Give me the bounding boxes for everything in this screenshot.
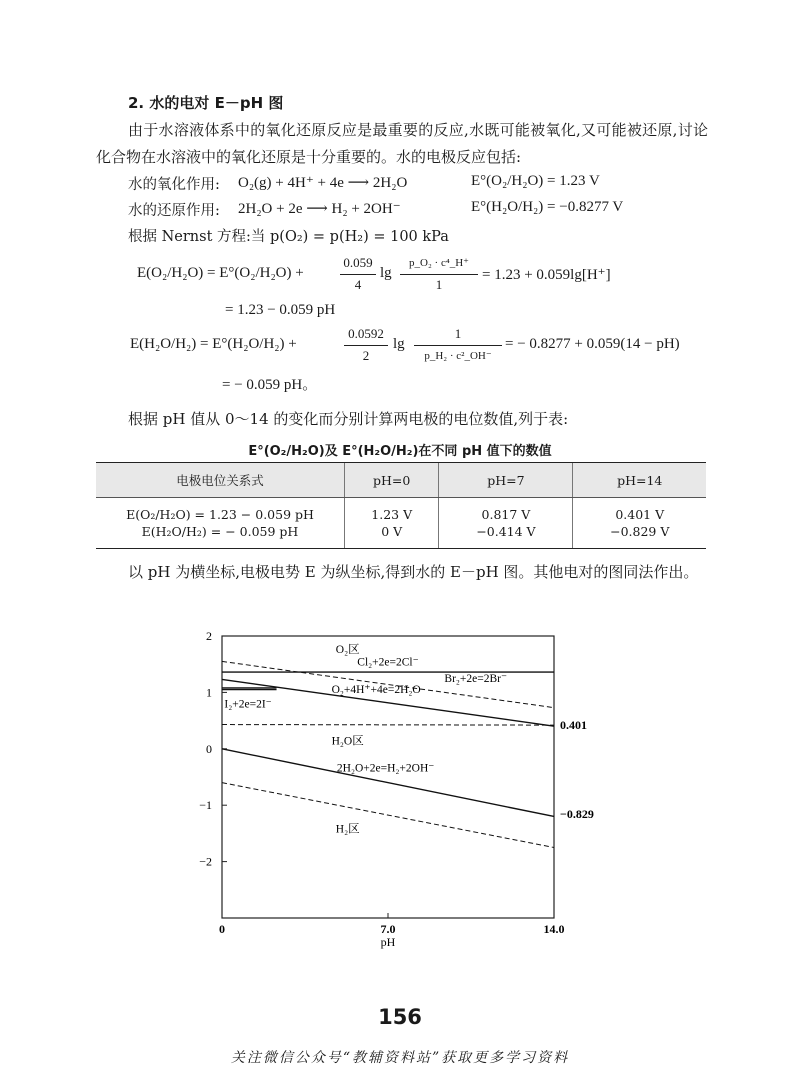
fraction-bar	[414, 345, 502, 346]
formula1-line2: = 1.23 − 0.059 pH	[225, 302, 336, 318]
annotation-label: Br₂+2e=2Br⁻	[444, 673, 508, 686]
reaction-row	[128, 173, 600, 194]
formula1-coef-num: 0.059	[343, 255, 373, 270]
table-cell	[96, 498, 345, 549]
cell-line: E(O₂/H₂O) = 1.23 − 0.059 pH	[126, 507, 314, 522]
y-tick-label: 0	[206, 741, 212, 756]
page-number: 156	[378, 1005, 422, 1029]
formula2-lhs: E(H₂O/H₂) = E°(H₂O/H₂) +	[130, 336, 297, 352]
reaction-label: 水的还原作用:	[128, 203, 220, 219]
cell-line: E(H₂O/H₂) = − 0.059 pH	[141, 524, 299, 539]
table-row	[96, 498, 706, 549]
axis-ticks	[199, 629, 564, 936]
cell-line: −0.414 V	[476, 524, 536, 539]
reaction-potential: E°(H₂O/H₂) = −0.8277 V	[471, 199, 624, 215]
formula1-rhs: = 1.23 + 0.059lg[H⁺]	[482, 267, 611, 283]
y-tick-label: −2	[199, 854, 212, 869]
formula2-frac-num: 1	[454, 326, 462, 341]
formula2-frac-den: p_H₂ · c²_OH⁻	[424, 350, 492, 362]
formula1-frac-den: 1	[435, 277, 443, 292]
nernst-line: 根据 Nernst 方程:当 p(O₂) = p(H₂) = 100 kPa	[128, 229, 449, 245]
table-header: pH=7	[439, 463, 573, 498]
cell-line: 0 V	[381, 524, 403, 539]
y-tick-label: −1	[199, 798, 212, 813]
table-cell	[439, 498, 573, 549]
series-line-6	[222, 725, 554, 726]
table-header-row	[96, 463, 706, 498]
table-cell	[573, 498, 706, 549]
cell-line: −0.829 V	[610, 524, 670, 539]
intro-paragraph: 由于水溶液体系中的氧化还原反应是最重要的反应,水既可能被氧化,又可能被还原,讨论化合物在水溶液中的氧化还原是十分重要的。水的电极反应包括:	[96, 121, 708, 166]
footer-note: 关注微信公众号“教辅资料站”获取更多学习资料	[230, 1050, 570, 1066]
reaction-equation: O₂(g) + 4H⁺ + 4e ⟶ 2H₂O	[238, 175, 408, 191]
cell-line: 0.817 V	[481, 507, 531, 522]
series-line-7	[222, 783, 554, 848]
formula2-coef-den: 2	[362, 348, 370, 363]
table-header: pH=0	[345, 463, 439, 498]
reaction-label: 水的氧化作用:	[128, 177, 220, 193]
end-label-0401: 0.401	[560, 718, 587, 732]
cell-line: 1.23 V	[371, 507, 413, 522]
formula1-lhs: E(O₂/H₂O) = E°(O₂/H₂O) +	[137, 265, 304, 281]
x-tick-label: 7.0	[380, 922, 396, 936]
formula2-rhs: = − 0.8277 + 0.059(14 − pH)	[505, 336, 680, 352]
annotation-label: O₂+4H⁺+4e=2H₂O	[331, 683, 421, 696]
end-label-neg0829: −0.829	[560, 807, 594, 821]
e-ph-chart	[190, 628, 610, 958]
cell-line: 0.401 V	[615, 507, 665, 522]
annotation-label: O₂区	[335, 643, 360, 656]
formula2-line2: = − 0.059 pH。	[222, 377, 318, 393]
fraction-bar	[344, 345, 388, 346]
annotation-label: I₂+2e=2I⁻	[224, 698, 272, 711]
potential-table	[96, 462, 706, 549]
formula2-lg: lg	[393, 336, 405, 352]
table-caption: E°(O₂/H₂O)及 E°(H₂O/H₂)在不同 pH 值下的数值	[248, 444, 552, 459]
fraction-bar	[400, 274, 478, 275]
table-intro: 根据 pH 值从 0～14 的变化而分别计算两电极的电位数值,列于表:	[128, 410, 569, 428]
y-tick-label: 2	[206, 629, 212, 643]
table-cell	[345, 498, 439, 549]
table-header: pH=14	[573, 463, 706, 498]
formula1-frac-num: p_O₂ · c⁴_H⁺	[409, 257, 469, 269]
formula2-coef-num: 0.0592	[348, 326, 384, 341]
x-tick-label: 0	[219, 922, 225, 936]
y-tick-label: 1	[206, 685, 212, 700]
annotation-label: H₂区	[335, 823, 360, 836]
section-title: 2. 水的电对 E－pH 图	[128, 94, 284, 112]
table-header: 电极电位关系式	[96, 463, 345, 498]
reaction-row	[128, 199, 624, 220]
chart-intro: 以 pH 为横坐标,电极电势 E 为纵坐标,得到水的 E－pH 图。其他电对的图同法作出。	[128, 563, 699, 581]
formula1-lg: lg	[380, 265, 392, 281]
fraction-bar	[340, 274, 376, 275]
series-line-1	[222, 749, 554, 817]
x-axis-label: pH	[380, 935, 396, 949]
annotation-label: Cl₂+2e=2Cl⁻	[357, 656, 419, 669]
formula1-coef-den: 4	[354, 277, 362, 292]
x-tick-label: 14.0	[543, 922, 565, 936]
reaction-potential: E°(O₂/H₂O) = 1.23 V	[471, 173, 600, 189]
annotation-label: H₂O区	[331, 735, 364, 748]
reaction-equation: 2H₂O + 2e ⟶ H₂ + 2OH⁻	[238, 201, 401, 217]
annotation-label: 2H₂O+2e=H₂+2OH⁻	[336, 762, 435, 775]
